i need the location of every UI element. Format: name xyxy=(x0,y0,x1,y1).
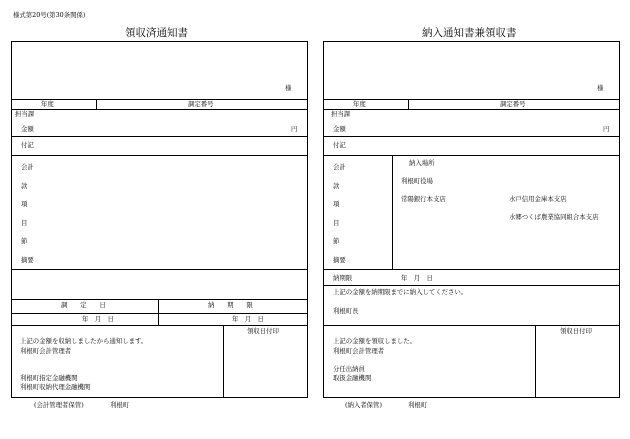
left-footer-keeper: (会計管理者保管) xyxy=(34,401,84,409)
left-title: 領収済通知書 xyxy=(125,27,188,39)
right-divider xyxy=(323,109,620,110)
left-tekiyo: 摘要 xyxy=(21,256,34,264)
right-moku: 目 xyxy=(333,219,340,227)
right-kingaku: 金額 xyxy=(333,125,346,133)
right-place1: 利根町役場 xyxy=(401,177,433,185)
left-date-chotei: 年 月 日 xyxy=(82,315,114,323)
left-footer-town: 利根町 xyxy=(110,401,130,409)
left-chotei-bi: 調 定 日 xyxy=(61,301,106,309)
right-received-line4: 取扱金融機関 xyxy=(333,374,372,382)
left-divider xyxy=(11,155,308,156)
right-received-line3: 分任出納員 xyxy=(333,365,365,373)
left-divider xyxy=(11,136,308,137)
left-date-noki: 年 月 日 xyxy=(232,315,264,323)
left-ryoshu-stamp: 領収日付印 xyxy=(247,327,279,335)
left-vline xyxy=(158,299,159,325)
left-vline xyxy=(223,325,224,398)
left-kingaku: 金額 xyxy=(21,125,34,133)
right-nendo: 年度 xyxy=(353,100,366,108)
right-setsu: 節 xyxy=(333,237,340,245)
left-divider xyxy=(11,269,308,270)
right-divider xyxy=(323,285,620,286)
left-kan: 款 xyxy=(21,182,28,190)
right-sama: 様 xyxy=(597,84,604,92)
left-divider xyxy=(11,99,308,100)
left-nendo: 年度 xyxy=(41,100,54,108)
left-kaikei: 会計 xyxy=(21,163,34,171)
right-vline xyxy=(392,155,393,269)
right-date-noki: 年 月 日 xyxy=(401,274,433,282)
right-noki-gen: 納期限 xyxy=(333,274,353,282)
right-footer-town: 利根町 xyxy=(408,401,428,409)
right-divider xyxy=(323,325,620,326)
right-ko: 項 xyxy=(333,200,340,208)
left-tantoka: 担当課 xyxy=(15,110,35,118)
right-divider xyxy=(323,136,620,137)
right-place2: 常陽銀行本支店 xyxy=(401,195,446,203)
left-divider xyxy=(11,325,308,326)
right-place4: 水郷つくば農業協同組合本支店 xyxy=(509,213,599,221)
right-kan: 款 xyxy=(333,182,340,190)
right-divider xyxy=(323,155,620,156)
right-vline xyxy=(535,325,536,398)
left-fuki: 付記 xyxy=(21,141,34,149)
right-en: 円 xyxy=(603,125,610,133)
left-ko: 項 xyxy=(21,200,28,208)
left-chotei-bango: 調定番号 xyxy=(188,100,214,108)
left-divider xyxy=(11,109,308,110)
right-divider xyxy=(323,99,620,100)
left-en: 円 xyxy=(291,125,298,133)
left-notice-line1: 上記の金額を収納しましたから通知します。 xyxy=(20,337,148,345)
right-pay-notice: 上記の金額を納期限までに納入してください。 xyxy=(333,288,468,296)
left-setsu: 節 xyxy=(21,237,28,245)
right-nonyu-basho: 納入場所 xyxy=(409,159,435,167)
right-received-line1: 上記の金額を領収しました。 xyxy=(333,337,417,345)
left-moku: 目 xyxy=(21,219,28,227)
right-place3: 水戸信用金庫本支店 xyxy=(509,195,567,203)
right-kaikei: 会計 xyxy=(333,163,346,171)
left-noki-gen: 納 期 限 xyxy=(208,301,253,309)
right-town-mayor: 利根町長 xyxy=(333,307,359,315)
right-ryoshu-stamp: 領収日付印 xyxy=(560,327,592,335)
form-number: 様式第20号(第30条関係) xyxy=(13,11,86,19)
right-chotei-bango: 調定番号 xyxy=(500,100,526,108)
right-vline xyxy=(408,99,409,109)
right-received-line2: 利根町会計管理者 xyxy=(333,347,385,355)
right-fuki: 付記 xyxy=(333,141,346,149)
left-bank-line1: 利根町指定金融機関 xyxy=(20,374,78,382)
left-vline xyxy=(96,99,97,109)
left-notice-line2: 利根町会計管理者 xyxy=(20,347,72,355)
left-divider xyxy=(11,313,308,314)
right-divider xyxy=(323,269,620,270)
left-divider xyxy=(11,299,308,300)
left-bank-line2: 利根町収納代理金融機関 xyxy=(20,383,91,391)
left-sama: 様 xyxy=(285,84,292,92)
right-tantoka: 担当課 xyxy=(331,110,351,118)
right-tekiyo: 摘要 xyxy=(333,256,346,264)
right-title: 納入通知書兼領収書 xyxy=(422,27,517,39)
right-footer-keeper: (納入者保管) xyxy=(345,401,382,409)
